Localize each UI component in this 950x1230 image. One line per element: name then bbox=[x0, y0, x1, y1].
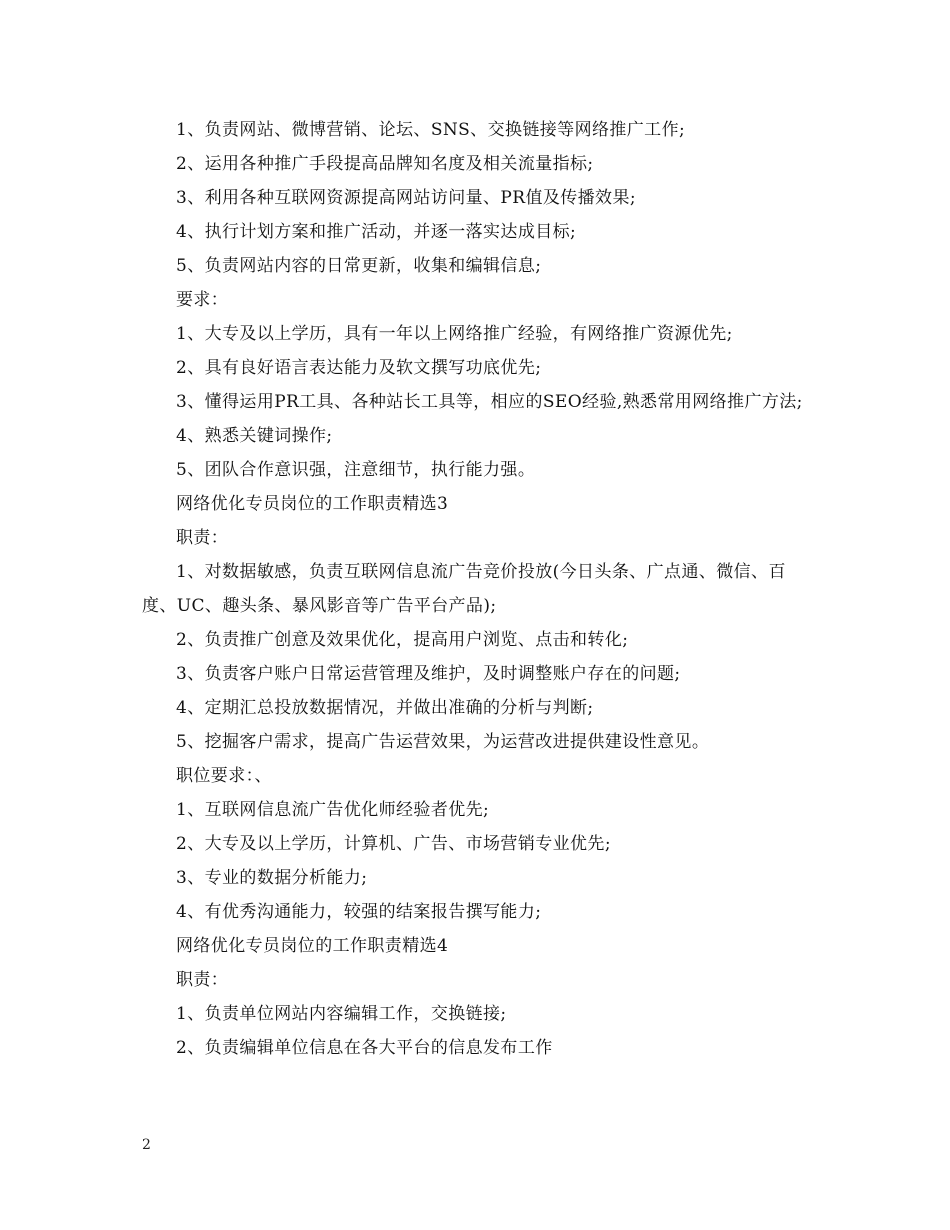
paragraph: 5、挖掘客户需求，提高广告运营效果，为运营改进提供建设性意见。 bbox=[176, 732, 710, 752]
paragraph: 2、负责编辑单位信息在各大平台的信息发布工作 bbox=[176, 1038, 553, 1058]
section-heading: 职责： bbox=[176, 970, 229, 990]
paragraph: 3、负责客户账户日常运营管理及维护，及时调整账户存在的问题; bbox=[176, 664, 681, 684]
paragraph: 1、对数据敏感，负责互联网信息流广告竞价投放(今日头条、广点通、微信、百度、UC、趣头条、暴风影音等广告平台产品); bbox=[142, 562, 786, 616]
paragraph: 4、定期汇总投放数据情况，并做出准确的分析与判断; bbox=[176, 698, 594, 718]
paragraph: 4、有优秀沟通能力，较强的结案报告撰写能力; bbox=[176, 902, 542, 922]
paragraph: 2、负责推广创意及效果优化，提高用户浏览、点击和转化; bbox=[176, 630, 629, 650]
paragraph: 4、熟悉关键词操作; bbox=[176, 426, 333, 446]
paragraph: 2、大专及以上学历，计算机、广告、市场营销专业优先; bbox=[176, 834, 611, 854]
paragraph: 3、专业的数据分析能力; bbox=[176, 868, 368, 888]
paragraph: 3、懂得运用PR工具、各种站长工具等，相应的SEO经验,熟悉常用网络推广方法; bbox=[176, 392, 803, 412]
section-heading: 职责： bbox=[176, 528, 229, 548]
section-heading: 职位要求：、 bbox=[176, 766, 272, 786]
document-body bbox=[142, 113, 817, 1065]
paragraph: 1、互联网信息流广告优化师经验者优先; bbox=[176, 800, 490, 820]
paragraph: 3、利用各种互联网资源提高网站访问量、PR值及传播效果; bbox=[176, 188, 636, 208]
paragraph: 5、团队合作意识强，注意细节，执行能力强。 bbox=[176, 460, 536, 480]
paragraph: 2、具有良好语言表达能力及软文撰写功底优先; bbox=[176, 358, 542, 378]
paragraph: 4、执行计划方案和推广活动，并逐一落实达成目标; bbox=[176, 222, 577, 242]
paragraph: 1、大专及以上学历，具有一年以上网络推广经验，有网络推广资源优先; bbox=[176, 324, 733, 344]
paragraph: 1、负责单位网站内容编辑工作，交换链接; bbox=[176, 1004, 507, 1024]
page-number: 2 bbox=[142, 1137, 151, 1153]
section-title: 网络优化专员岗位的工作职责精选3 bbox=[176, 494, 449, 514]
section-heading: 要求： bbox=[176, 290, 229, 310]
paragraph: 1、负责网站、微博营销、论坛、SNS、交换链接等网络推广工作; bbox=[176, 120, 686, 140]
paragraph: 5、负责网站内容的日常更新，收集和编辑信息; bbox=[176, 256, 542, 276]
paragraph: 2、运用各种推广手段提高品牌知名度及相关流量指标; bbox=[176, 154, 594, 174]
section-title: 网络优化专员岗位的工作职责精选4 bbox=[176, 936, 449, 956]
